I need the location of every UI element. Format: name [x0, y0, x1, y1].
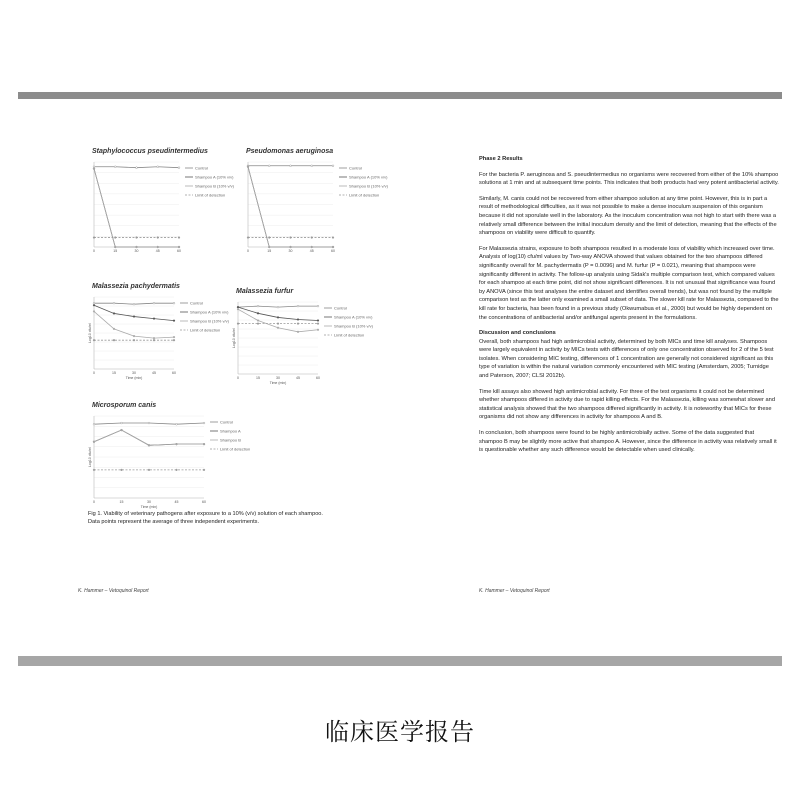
- series-line: [94, 169, 179, 247]
- data-point: [114, 246, 116, 248]
- data-point: [173, 302, 175, 304]
- x-tick-label: 60: [177, 249, 181, 253]
- data-point: [247, 237, 249, 239]
- data-point: [176, 423, 178, 425]
- data-point: [203, 469, 205, 471]
- legend-label: Control: [195, 165, 208, 171]
- data-point: [311, 165, 313, 167]
- x-tick-label: 45: [155, 249, 160, 253]
- paragraph: Time kill assays also showed high antimicrobial activity. For three of the test organisms it could not be determined whether shampoos differed in activity due to rapid killing effects. For the Malassezia, killing was somewhat slower and statistical analysis showed that the two shampoos differed significantly in activity. It is noteworthy that MICs for these organisms did not show any differences in activity for shampoos A and B.: [479, 388, 775, 421]
- line-chart: [88, 412, 268, 516]
- data-point: [113, 313, 115, 315]
- data-point: [297, 323, 299, 325]
- x-tick-label: 15: [112, 371, 116, 375]
- data-point: [268, 237, 270, 239]
- data-point: [113, 339, 115, 341]
- data-point: [257, 312, 259, 314]
- legend-label: Control: [349, 165, 362, 171]
- legend-label: Shampoo B (10% v/v): [349, 183, 388, 189]
- x-axis-label: Time (min): [125, 376, 143, 380]
- data-point: [317, 320, 319, 322]
- y-axis-label: Log10 cfu/ml: [232, 327, 236, 349]
- line-chart: [242, 158, 414, 266]
- x-tick-label: 45: [309, 249, 314, 253]
- paragraph: Similarly, M. canis could not be recovered from either shampoo solution at any time point. However, this is in part a result of methodological difficulties, as it was not possible to make a dense inoculum suspension of this organism because it did not sporulate well in the laboratory. As the inoculum concentration was not high to start with there was a relatively small difference between the initial inoculum density and the limit of detection, meaning that the effects of the shampoos on viability were difficult to quantify.: [479, 195, 777, 237]
- x-axis-label: Time (min): [140, 505, 158, 509]
- data-point: [317, 323, 319, 325]
- data-point: [153, 318, 155, 320]
- x-tick-label: 30: [134, 249, 139, 253]
- x-axis-label: Time (min): [269, 381, 287, 385]
- series-line: [94, 430, 204, 445]
- x-tick-label: 45: [152, 371, 156, 375]
- chart-title: Microsporum canis: [92, 402, 157, 409]
- data-point: [153, 302, 155, 304]
- data-point: [257, 320, 259, 322]
- data-point: [257, 323, 259, 325]
- data-point: [93, 302, 95, 304]
- series-line: [248, 167, 333, 247]
- y-axis-label: Log10 cfu/ml: [88, 446, 92, 468]
- x-tick-label: 45: [174, 500, 179, 504]
- data-point: [332, 237, 334, 239]
- data-point: [178, 167, 180, 169]
- data-point: [133, 303, 135, 305]
- paragraph: Overall, both shampoos had high antimicrobial activity, determined by both MICs and time kill analyses. Shampoos were largely equivalent in activity by MICs tests with differences of only one concentration observed for 2 of the 5 test isolates. When considering MIC testing, differences of 1 concentration are generally not considered significant as this type of variation is within the natural variation commonly encountered with MIC testing (Amsterdam, 2005; Turnidge and Paterson, 2007; CLSI 2012b).: [479, 338, 774, 380]
- data-point: [173, 336, 175, 338]
- data-point: [148, 444, 150, 446]
- data-point: [290, 165, 292, 167]
- figure-caption: Fig 1. Viability of veterinary pathogens after exposure to a 10% (v/v) solution of each shampoo. Data points represent the average of three independent experiments.: [88, 511, 323, 525]
- legend-label: Limit of detection: [220, 446, 251, 452]
- data-point: [237, 323, 239, 325]
- x-tick-label: 30: [147, 500, 151, 504]
- y-axis-label: Log10 cfu/ml: [88, 322, 92, 344]
- legend-label: Control: [190, 300, 203, 306]
- data-point: [136, 246, 138, 248]
- data-point: [157, 166, 159, 168]
- x-tick-label: 15: [119, 500, 124, 504]
- data-point: [93, 304, 95, 306]
- data-point: [133, 339, 135, 341]
- data-point: [277, 306, 279, 308]
- data-point: [277, 323, 279, 325]
- legend-label: Limit of detection: [190, 327, 221, 333]
- data-point: [178, 246, 180, 248]
- data-point: [93, 339, 95, 341]
- data-point: [268, 246, 270, 248]
- data-point: [93, 441, 95, 443]
- legend-label: Shampoo B: [220, 437, 241, 443]
- data-point: [317, 329, 319, 331]
- legend-label: Limit of detection: [349, 192, 380, 198]
- page-caption: 临床医学报告: [325, 718, 475, 746]
- right-column: [479, 155, 779, 462]
- footer-right: K. Hammer – Vetoquinol Report: [479, 588, 550, 594]
- x-tick-label: 0: [247, 249, 249, 253]
- data-point: [93, 423, 95, 425]
- data-point: [113, 328, 115, 330]
- x-tick-label: 0: [93, 249, 95, 253]
- x-tick-label: 60: [202, 500, 206, 504]
- data-point: [114, 166, 116, 168]
- paragraph: For the bacteria P. aeruginosa and S. pseudintermedius no organisms were recovered from either of the 10% shampoo solutions at 1 min and at subsequent time points. This indicates that both products had very potent antibacterial activity.: [479, 171, 779, 187]
- data-point: [290, 246, 292, 248]
- legend-label: Control: [220, 419, 233, 425]
- x-tick-label: 15: [267, 249, 272, 253]
- data-point: [257, 305, 259, 307]
- data-point: [173, 320, 175, 322]
- data-point: [290, 237, 292, 239]
- legend-label: Control: [334, 305, 347, 311]
- x-tick-label: 45: [296, 376, 300, 380]
- data-point: [93, 311, 95, 313]
- footer-left: K. Hammer – Vetoquinol Report: [78, 588, 149, 594]
- data-point: [153, 339, 155, 341]
- data-point: [113, 302, 115, 304]
- legend-label: Shampoo A: [220, 428, 241, 434]
- chart-title: Staphylococcus pseudintermedius: [92, 148, 208, 155]
- paragraph: In conclusion, both shampoos were found to be highly antimicrobially active. Some of the data suggested that shampoo B may be slightly more active that shampoo A. However, since the difference in activity was relatively small it is questionable whether any such difference would be detectable when used clinically.: [479, 430, 777, 454]
- data-point: [157, 246, 159, 248]
- legend-label: Shampoo A (10% v/v): [334, 314, 373, 320]
- data-point: [157, 237, 159, 239]
- data-point: [297, 319, 299, 321]
- x-tick-label: 30: [132, 371, 136, 375]
- phase2-heading: Phase 2 Results: [479, 156, 523, 162]
- data-point: [317, 305, 319, 307]
- data-point: [93, 168, 95, 170]
- x-tick-label: 60: [316, 376, 320, 380]
- data-point: [297, 331, 299, 333]
- data-point: [268, 165, 270, 167]
- bottom-border: [18, 656, 782, 666]
- top-border: [18, 92, 782, 99]
- data-point: [121, 422, 123, 424]
- data-point: [93, 469, 95, 471]
- data-point: [176, 469, 178, 471]
- chart-title: Malassezia furfur: [236, 288, 294, 295]
- x-tick-label: 30: [288, 249, 293, 253]
- data-point: [121, 469, 123, 471]
- data-point: [277, 327, 279, 329]
- data-point: [148, 469, 150, 471]
- legend-label: Shampoo B (10% v/v): [190, 318, 229, 324]
- data-point: [297, 305, 299, 307]
- series-line: [94, 430, 204, 445]
- data-point: [237, 306, 239, 308]
- legend-label: Limit of detection: [195, 192, 226, 198]
- data-point: [114, 237, 116, 239]
- chart-title: Malassezia pachydermatis: [92, 283, 180, 290]
- data-point: [203, 443, 205, 445]
- data-point: [237, 308, 239, 310]
- data-point: [203, 422, 205, 424]
- line-chart: [88, 158, 260, 266]
- series-line: [94, 169, 179, 247]
- data-point: [332, 246, 334, 248]
- line-chart: [232, 298, 412, 402]
- data-point: [311, 237, 313, 239]
- legend-label: Shampoo A (10% v/v): [195, 174, 234, 180]
- data-point: [148, 422, 150, 424]
- x-tick-label: 0: [93, 500, 95, 504]
- data-point: [133, 316, 135, 318]
- x-tick-label: 15: [113, 249, 118, 253]
- data-point: [93, 237, 95, 239]
- data-point: [311, 246, 313, 248]
- series-line: [94, 305, 174, 320]
- legend-label: Shampoo B (10% v/v): [195, 183, 234, 189]
- x-tick-label: 15: [256, 376, 260, 380]
- x-tick-label: 60: [172, 371, 176, 375]
- legend-label: Shampoo A (10% v/v): [190, 309, 229, 315]
- data-point: [153, 337, 155, 339]
- data-point: [176, 443, 178, 445]
- x-tick-label: 0: [237, 376, 239, 380]
- discussion-heading: Discussion and conclusions: [479, 330, 556, 337]
- legend-label: Shampoo A (10% v/v): [349, 174, 388, 180]
- x-tick-label: 0: [93, 371, 95, 375]
- data-point: [133, 335, 135, 337]
- data-point: [178, 237, 180, 239]
- x-tick-label: 30: [276, 376, 280, 380]
- chart-title: Pseudomonas aeruginosa: [246, 148, 334, 155]
- data-point: [332, 165, 334, 167]
- data-point: [93, 166, 95, 168]
- data-point: [247, 166, 249, 168]
- series-line: [94, 311, 174, 338]
- data-point: [121, 429, 123, 431]
- data-point: [277, 317, 279, 319]
- series-line: [248, 167, 333, 247]
- data-point: [136, 167, 138, 169]
- legend-label: Limit of detection: [334, 332, 365, 338]
- legend-label: Shampoo B (10% v/v): [334, 323, 373, 329]
- paragraph: For Malassezia strains, exposure to both shampoos resulted in a moderate loss of viability which increased over time. Analysis of log(10) cfu/ml values by Two-way ANOVA showed that values obtained for the two shampoos differed significantly overall for M. pachydermatis (P = 0.0096) and M. furfur (P = 0.021), meaning that shampoos were significantly different in activity. The follow-up analysis using Sidak's multiple comparison test, which compared values for each shampoo at each time point, did not show significant differences. It is not unusual that significance was found by ANOVA (since this test analyses the entire dataset and identifies overall trends), but was not found by the multiple comparison test as the latter only examined a small subset of data. The slower kill rate for Malassezia, compared to the kill rate for bacteria, has been found in a previous study (Okwumabua et al., 2000) but would be highly dependent on the concentrations of antibacterial and/or antifungal agents present in the formulations.: [479, 245, 779, 321]
- data-point: [173, 339, 175, 341]
- x-tick-label: 60: [331, 249, 335, 253]
- data-point: [136, 237, 138, 239]
